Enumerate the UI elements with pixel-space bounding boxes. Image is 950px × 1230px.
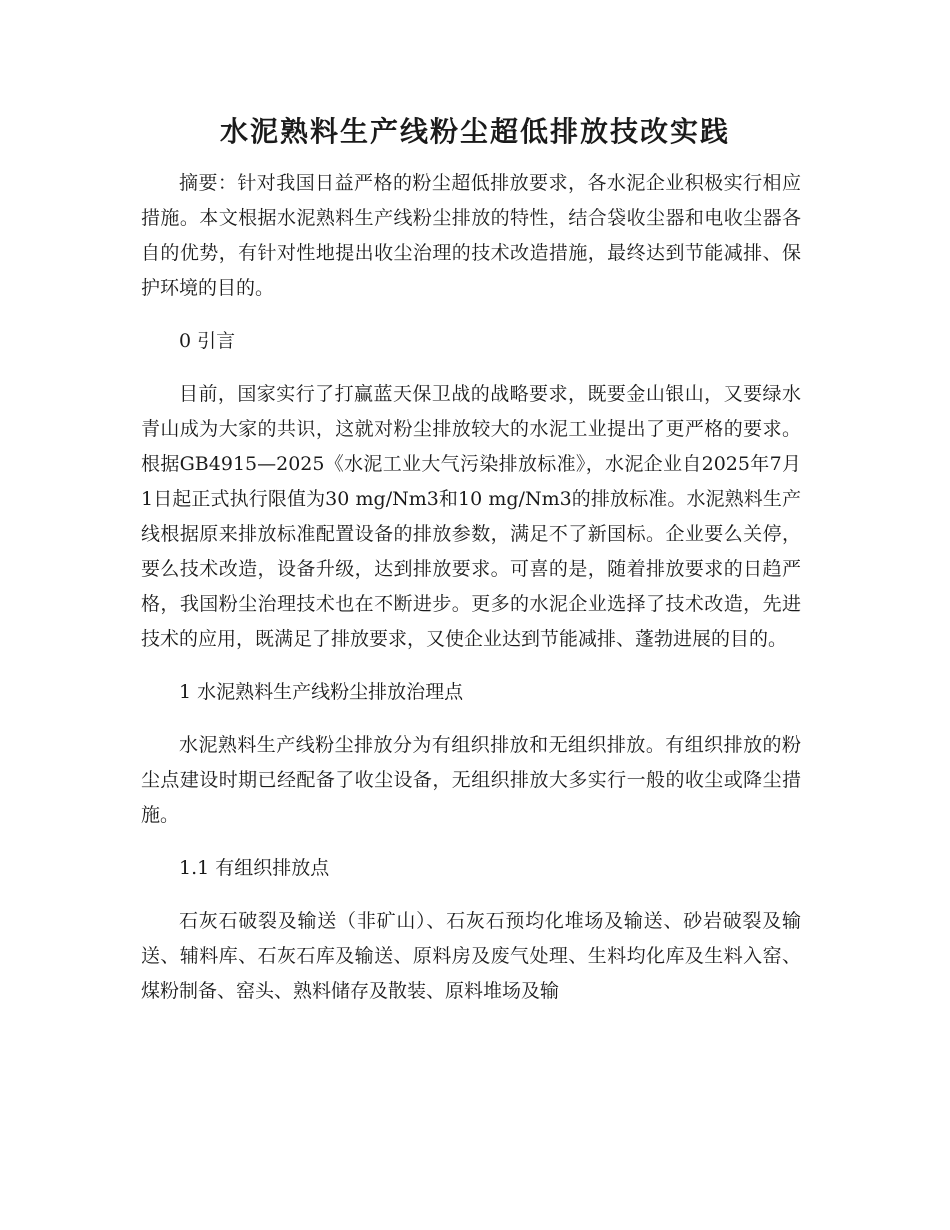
document-body [141, 166, 801, 1027]
section-1-paragraph: 水泥熟料生产线粉尘排放分为有组织排放和无组织排放。有组织排放的粉尘点建设时期已经配备了收尘设备，无组织排放大多实行一般的收尘或降尘措施。 [141, 734, 801, 826]
section-heading-introduction: 0 引言 [179, 330, 236, 352]
section-heading-1: 1 水泥熟料生产线粉尘排放治理点 [179, 681, 464, 703]
section-1-1-paragraph: 石灰石破裂及输送（非矿山）、石灰石预均化堆场及输送、砂岩破裂及输送、辅料库、石灰石库及输送、原料房及废气处理、生料均化库及生料入窑、煤粉制备、窑头、熟料储存及散装、原料堆场及输 [141, 910, 801, 1002]
introduction-paragraph: 目前，国家实行了打赢蓝天保卫战的战略要求，既要金山银山，又要绿水青山成为大家的共识，这就对粉尘排放较大的水泥工业提出了更严格的要求。根据GB4915—2025《水泥工业大气污染排放标准》，水泥企业自2025年7月1日起正式执行限值为30 mg/Nm3和10 mg/Nm3的排放标准。水泥熟料生产线根据原来排放标准配置设备的排放参数，满足不了新国标。企业要么关停，要么技术改造，设备升级，达到排放要求。可喜的是，随着排放要求的日趋严格，我国粉尘治理技术也在不断进步。更多的水泥企业选择了技术改造，先进技术的应用，既满足了排放要求，又使企业达到节能减排、蓬勃进展的目的。 [141, 383, 801, 650]
section-heading-1-1: 1.1 有组织排放点 [179, 857, 330, 879]
abstract-paragraph: 摘要：针对我国日益严格的粉尘超低排放要求，各水泥企业积极实行相应措施。本文根据水泥熟料生产线粉尘排放的特性，结合袋收尘器和电收尘器各自的优势，有针对性地提出收尘治理的技术改造措施，最终达到节能减排、保护环境的目的。 [141, 172, 801, 299]
document-title: 水泥熟料生产线粉尘超低排放技改实践 [219, 115, 730, 148]
